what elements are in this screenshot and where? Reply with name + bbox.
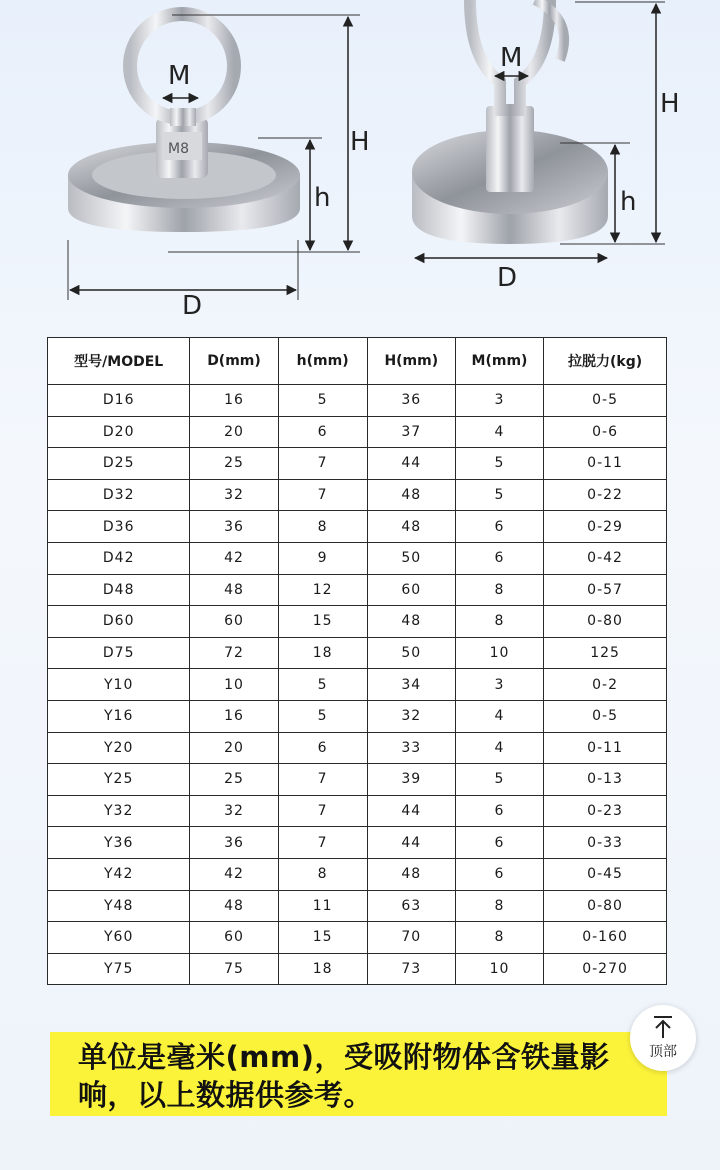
cell-m: 8 bbox=[455, 890, 543, 922]
cell-d: 16 bbox=[190, 385, 278, 417]
cell-pull-force: 0-45 bbox=[544, 858, 667, 890]
cell-H: 63 bbox=[367, 890, 455, 922]
table-row bbox=[48, 764, 667, 796]
thread-label: M8 bbox=[168, 141, 189, 157]
cell-d: 25 bbox=[190, 448, 278, 480]
left-h-label: h bbox=[314, 183, 331, 213]
dimension-diagram bbox=[0, 0, 720, 330]
cell-model: Y20 bbox=[48, 732, 190, 764]
cell-d: 32 bbox=[190, 479, 278, 511]
cell-d: 48 bbox=[190, 574, 278, 606]
cell-h: 9 bbox=[278, 542, 367, 574]
table-row bbox=[48, 858, 667, 890]
cell-pull-force: 0-160 bbox=[544, 922, 667, 954]
header-m: M(mm) bbox=[455, 338, 543, 385]
cell-d: 42 bbox=[190, 858, 278, 890]
cell-m: 5 bbox=[455, 448, 543, 480]
cell-d: 20 bbox=[190, 732, 278, 764]
cell-pull-force: 0-80 bbox=[544, 606, 667, 638]
cell-h: 7 bbox=[278, 479, 367, 511]
cell-H: 34 bbox=[367, 669, 455, 701]
cell-pull-force: 0-23 bbox=[544, 795, 667, 827]
cell-m: 6 bbox=[455, 795, 543, 827]
cell-pull-force: 0-80 bbox=[544, 890, 667, 922]
cell-model: D75 bbox=[48, 637, 190, 669]
cell-model: Y16 bbox=[48, 700, 190, 732]
cell-H: 50 bbox=[367, 637, 455, 669]
table-row bbox=[48, 479, 667, 511]
cell-d: 72 bbox=[190, 637, 278, 669]
cell-h: 7 bbox=[278, 448, 367, 480]
cell-model: D32 bbox=[48, 479, 190, 511]
cell-h: 7 bbox=[278, 795, 367, 827]
cell-d: 60 bbox=[190, 922, 278, 954]
cell-m: 6 bbox=[455, 542, 543, 574]
header-d: D(mm) bbox=[190, 338, 278, 385]
cell-H: 44 bbox=[367, 448, 455, 480]
header-h: h(mm) bbox=[278, 338, 367, 385]
cell-m: 4 bbox=[455, 700, 543, 732]
cell-d: 10 bbox=[190, 669, 278, 701]
table-row bbox=[48, 416, 667, 448]
table-row bbox=[48, 606, 667, 638]
cell-H: 44 bbox=[367, 795, 455, 827]
table-header-row bbox=[48, 338, 667, 385]
cell-m: 6 bbox=[455, 827, 543, 859]
cell-d: 20 bbox=[190, 416, 278, 448]
cell-model: D16 bbox=[48, 385, 190, 417]
cell-h: 5 bbox=[278, 669, 367, 701]
right-d-label: D bbox=[497, 263, 518, 293]
cell-model: D25 bbox=[48, 448, 190, 480]
cell-pull-force: 0-57 bbox=[544, 574, 667, 606]
cell-h: 5 bbox=[278, 700, 367, 732]
cell-pull-force: 125 bbox=[544, 637, 667, 669]
cell-d: 36 bbox=[190, 511, 278, 543]
cell-h: 18 bbox=[278, 637, 367, 669]
cell-model: Y48 bbox=[48, 890, 190, 922]
table-row bbox=[48, 953, 667, 985]
cell-m: 8 bbox=[455, 922, 543, 954]
cell-pull-force: 0-11 bbox=[544, 732, 667, 764]
cell-pull-force: 0-13 bbox=[544, 764, 667, 796]
cell-model: Y10 bbox=[48, 669, 190, 701]
cell-h: 12 bbox=[278, 574, 367, 606]
cell-H: 36 bbox=[367, 385, 455, 417]
cell-pull-force: 0-5 bbox=[544, 700, 667, 732]
table-row bbox=[48, 542, 667, 574]
cell-pull-force: 0-2 bbox=[544, 669, 667, 701]
right-h-label: h bbox=[620, 187, 637, 217]
header-H: H(mm) bbox=[367, 338, 455, 385]
left-m-label: M bbox=[168, 61, 191, 91]
cell-model: Y75 bbox=[48, 953, 190, 985]
cell-h: 7 bbox=[278, 827, 367, 859]
cell-H: 48 bbox=[367, 511, 455, 543]
cell-m: 4 bbox=[455, 416, 543, 448]
cell-pull-force: 0-22 bbox=[544, 479, 667, 511]
cell-model: Y32 bbox=[48, 795, 190, 827]
cell-d: 32 bbox=[190, 795, 278, 827]
cell-H: 33 bbox=[367, 732, 455, 764]
table-row bbox=[48, 574, 667, 606]
header-model: 型号/MODEL bbox=[48, 338, 190, 385]
cell-h: 8 bbox=[278, 511, 367, 543]
cell-m: 5 bbox=[455, 764, 543, 796]
cell-pull-force: 0-33 bbox=[544, 827, 667, 859]
cell-pull-force: 0-6 bbox=[544, 416, 667, 448]
cell-d: 75 bbox=[190, 953, 278, 985]
cell-h: 5 bbox=[278, 385, 367, 417]
cell-model: D20 bbox=[48, 416, 190, 448]
left-magnet-image bbox=[68, 14, 300, 232]
cell-h: 6 bbox=[278, 732, 367, 764]
cell-model: D48 bbox=[48, 574, 190, 606]
cell-model: D36 bbox=[48, 511, 190, 543]
right-m-label: M bbox=[500, 43, 523, 73]
cell-m: 5 bbox=[455, 479, 543, 511]
table-row bbox=[48, 637, 667, 669]
cell-H: 32 bbox=[367, 700, 455, 732]
table-row bbox=[48, 890, 667, 922]
table-row bbox=[48, 922, 667, 954]
cell-d: 48 bbox=[190, 890, 278, 922]
cell-H: 37 bbox=[367, 416, 455, 448]
arrow-up-icon bbox=[652, 1015, 674, 1039]
cell-d: 16 bbox=[190, 700, 278, 732]
left-d-label: D bbox=[182, 291, 203, 321]
cell-d: 36 bbox=[190, 827, 278, 859]
cell-H: 73 bbox=[367, 953, 455, 985]
cell-m: 10 bbox=[455, 637, 543, 669]
back-to-top-label: 顶部 bbox=[649, 1044, 677, 1060]
cell-model: Y36 bbox=[48, 827, 190, 859]
cell-h: 15 bbox=[278, 922, 367, 954]
cell-m: 6 bbox=[455, 511, 543, 543]
cell-h: 6 bbox=[278, 416, 367, 448]
header-pull-force: 拉脱力(kg) bbox=[544, 338, 667, 385]
cell-m: 10 bbox=[455, 953, 543, 985]
spec-table bbox=[47, 337, 667, 985]
cell-pull-force: 0-270 bbox=[544, 953, 667, 985]
cell-H: 39 bbox=[367, 764, 455, 796]
cell-H: 48 bbox=[367, 606, 455, 638]
table-body bbox=[48, 385, 667, 985]
cell-H: 60 bbox=[367, 574, 455, 606]
cell-H: 44 bbox=[367, 827, 455, 859]
cell-H: 48 bbox=[367, 858, 455, 890]
cell-m: 8 bbox=[455, 606, 543, 638]
right-H-label: H bbox=[660, 89, 680, 119]
cell-m: 3 bbox=[455, 669, 543, 701]
cell-model: Y60 bbox=[48, 922, 190, 954]
cell-d: 42 bbox=[190, 542, 278, 574]
table-row bbox=[48, 732, 667, 764]
cell-h: 11 bbox=[278, 890, 367, 922]
cell-d: 25 bbox=[190, 764, 278, 796]
cell-pull-force: 0-42 bbox=[544, 542, 667, 574]
cell-H: 48 bbox=[367, 479, 455, 511]
table-row bbox=[48, 385, 667, 417]
table-row bbox=[48, 700, 667, 732]
table-row bbox=[48, 827, 667, 859]
cell-pull-force: 0-11 bbox=[544, 448, 667, 480]
cell-d: 60 bbox=[190, 606, 278, 638]
left-H-label: H bbox=[350, 127, 370, 157]
table-row bbox=[48, 669, 667, 701]
cell-model: Y25 bbox=[48, 764, 190, 796]
back-to-top-button[interactable] bbox=[630, 1005, 696, 1071]
note-text: 单位是毫米(mm)，受吸附物体含铁量影响，以上数据供参考。 bbox=[78, 1040, 610, 1112]
cell-pull-force: 0-29 bbox=[544, 511, 667, 543]
cell-m: 4 bbox=[455, 732, 543, 764]
cell-H: 50 bbox=[367, 542, 455, 574]
table-row bbox=[48, 795, 667, 827]
cell-m: 6 bbox=[455, 858, 543, 890]
table-row bbox=[48, 511, 667, 543]
note-box bbox=[50, 1032, 667, 1116]
cell-h: 8 bbox=[278, 858, 367, 890]
cell-m: 3 bbox=[455, 385, 543, 417]
cell-H: 70 bbox=[367, 922, 455, 954]
product-diagrams bbox=[0, 0, 720, 330]
cell-model: D60 bbox=[48, 606, 190, 638]
cell-model: Y42 bbox=[48, 858, 190, 890]
cell-h: 18 bbox=[278, 953, 367, 985]
cell-h: 15 bbox=[278, 606, 367, 638]
cell-pull-force: 0-5 bbox=[544, 385, 667, 417]
right-magnet-image bbox=[412, 0, 608, 244]
table-row bbox=[48, 448, 667, 480]
cell-m: 8 bbox=[455, 574, 543, 606]
cell-model: D42 bbox=[48, 542, 190, 574]
cell-h: 7 bbox=[278, 764, 367, 796]
